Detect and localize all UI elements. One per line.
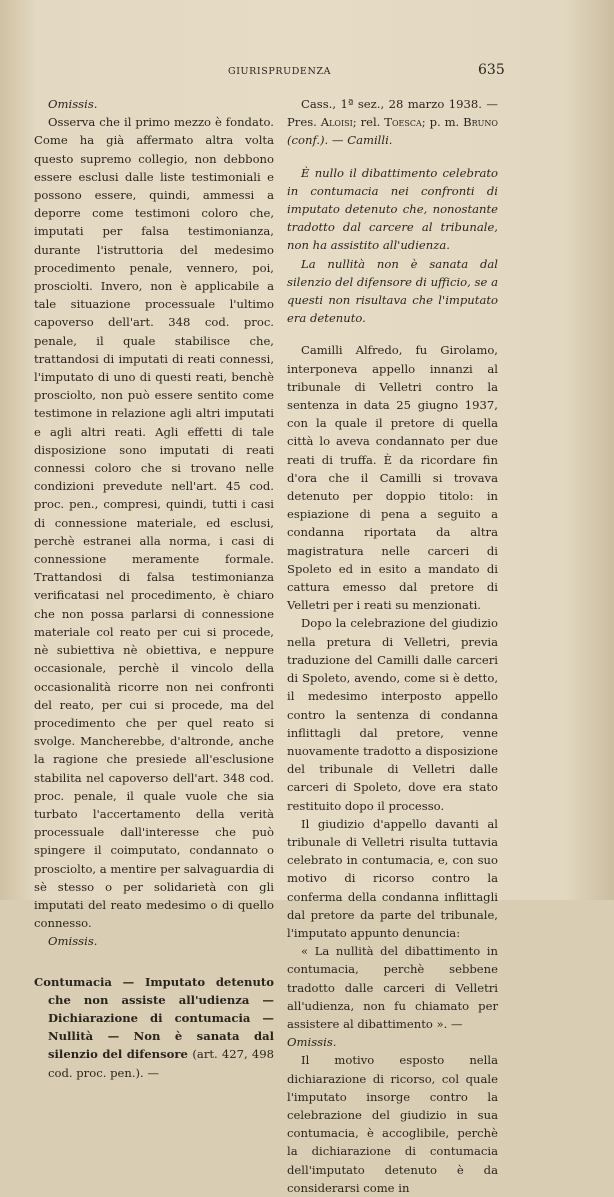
abstract-second: La nullità non è sanata dal silenzio del difensore di ufficio, se a questi non risultava che l'imputato era detenuto. [287,256,498,326]
omissis-top: Omissis. [48,97,98,111]
right-column [287,95,498,1197]
citation-pm-label: ; p. m. [421,115,460,130]
citation-rel-label: ; rel. [352,115,381,130]
body-paragraph: Camilli Alfredo, fu Girolamo, interponeva appello innanzi al tribunale di Velletri contro la sentenza in data 25 giugno 1937, con la quale il pretore di quella città lo aveva condannato per due reati di truffa. È da ricordare fin d'ora che il Camilli si trovava detenuto per doppio titolo: in espiazione di pena a seguito a condanna riportata da altra magistratura nelle carceri di Spoleto ed in esito a mandato di cattura emesso dal pretore di Velletri per i reati su menzionati. [287,343,498,613]
citation-conf: (conf.). — Camilli. [287,133,393,148]
body-paragraph: Osserva che il primo mezzo è fondato. Come ha già affermato altra volta questo supremo collegio, non debbono essere esclusi dalle liste testimoniali e possono essere, quindi, ammessi a deporre come testimoni coloro che, imputati per falsa testimonianza, durante l'istruttoria del medesimo procedimento penale, vennero, poi, prosciolti. Invero, non è applicabile a tale situazione processuale l'ultimo capoverso dell'art. 348 cod. proc. penale, il quale stabilisce che, trattandosi di imputati di reati connessi, l'imputato di uno di questi reati, benchè prosciolto, non può essere sentito come testimone in relazione agli altri imputati e agli altri reati. Agli effetti di tale disposizione sono imputati di reati connessi coloro che si trovano nelle condizioni prevedute nell'art. 45 cod. proc. pen., compresi, quindi, tutti i casi di connessione materiale, ed esclusi, perchè estranei alla norma, i casi di connessione meramente formale. Trattandosi di falsa testimonianza verificatasi nel procedimento, è chiaro che non possa parlarsi di connessione materiale col reato per cui si procede, nè subiettiva nè obiettiva, e neppure occasionale, perchè il vincolo della occasionalità ricorre non nei confronti del reato, per cui si procede, ma del procedimento che per quel reato si svolge. Mancherebbe, d'altronde, anche la ragione che presiede all'esclusione stabilita nel capoverso dell'art. 348 cod. proc. penale, il quale vuole che sia turbato l'accertamento della verità processuale dall'interesse che può spingere il coimputato, condannato o prosciolto, a mentire per salvaguardia di sè stesso o per solidarietà con gli imputati del reato medesimo o di quello connesso. [34,115,274,931]
citation-court: Cass., 1ª sez., 28 marzo 1938. — Pres. [287,97,498,130]
citation-rapporteur: Toesca [384,115,422,130]
page-number: 635 [478,62,505,78]
case-heading [34,973,274,1082]
citation-president: Aloisi [320,115,353,130]
citation [287,95,498,150]
quotation: « La nullità del dibattimento in contumacia, perchè sebbene tradotto dalle carceri di Velletri all'udienza, non fu chiamato per assistere al dibattimento ». — [287,944,498,1031]
case-heading-articles: (art. 427, 498 cod. proc. pen.). — [48,1047,275,1080]
page-header [0,62,614,82]
case-heading-title: Contumacia — Imputato detenuto che non assiste all'udienza — Dichiarazione di contumacia — Nullità — Non è sanata dal silenzio del difensore [34,974,274,1062]
citation-prosecutor: Bruno [463,115,498,130]
left-column [34,95,274,1082]
body-paragraph: Il motivo esposto nella dichiarazione di ricorso, col quale l'imputato insorge contro la celebrazione del giudizio in sua contumacia, è accoglibile, perchè la dichiarazione di contumacia dell'imputato detenuto è da considerarsi come in [287,1053,498,1195]
body-paragraph: Dopo la celebrazione del giudizio nella pretura di Velletri, previa traduzione del Camilli dalle carceri di Spoleto, avendo, come si è detto, il medesimo interposto appello contro la sentenza di condanna inflittagli dal pretore, venne nuovamente tradotto a disposizione del tribunale di Velletri dalle carceri di Spoleto, dove era stato restituito dopo il processo. [287,616,498,813]
body-paragraph: Il giudizio d'appello davanti al tribunale di Velletri risulta tuttavia celebrato in contumacia, e, con suo motivo di ricorso contro la conferma della condanna inflittagli dal pretore da parte del tribunale, l'imputato appunto denuncia: [287,816,498,940]
running-head: GIURISPRUDENZA [228,66,332,77]
omissis-label: Omissis. [48,934,98,949]
omissis-right: Omissis. [287,1035,337,1050]
abstract-first: È nullo il dibattimento celebrato in contumacia nei confronti di imputato detenuto che, nonostante tradotto dal carcere al tribunale, non ha assistito all'udienza. [287,165,498,253]
omissis-end [34,932,274,950]
